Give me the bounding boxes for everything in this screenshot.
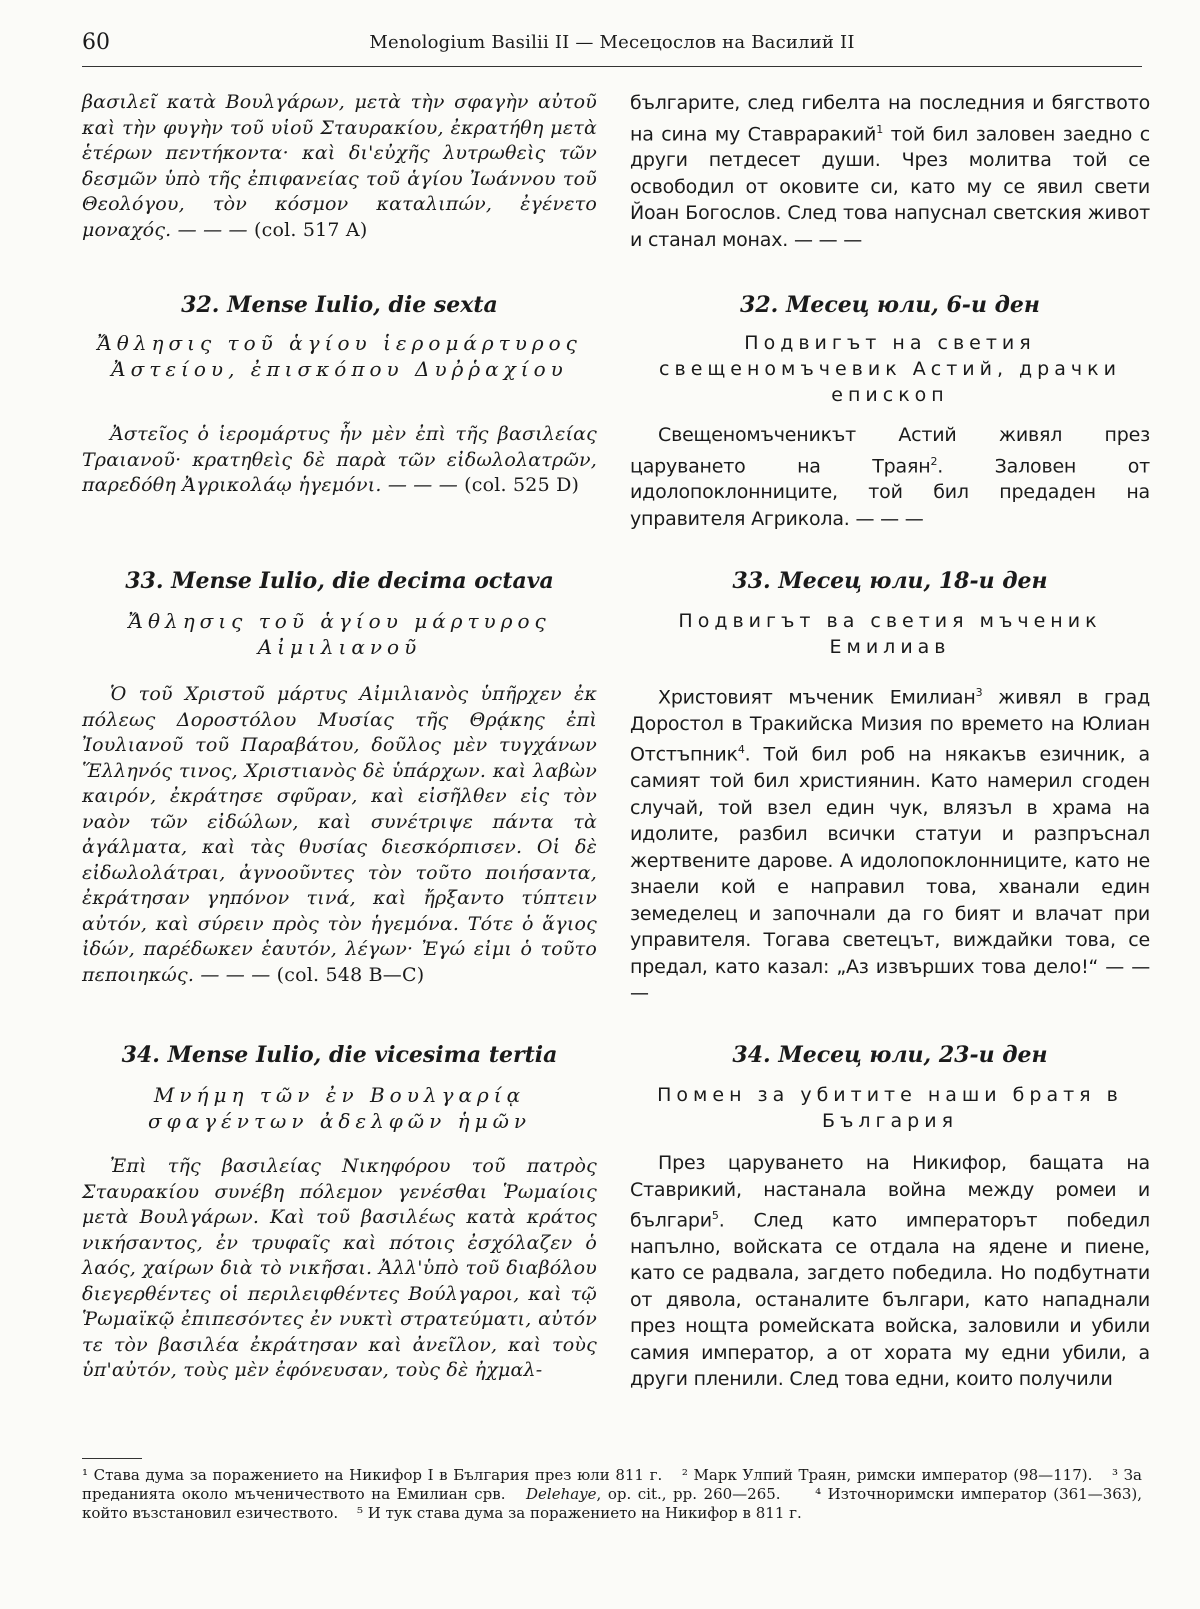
footnote-rule [82,1458,142,1459]
s32-subtitle-greek: Ἄθλησις τοῦ ἁγίου ἱερομάρτυρος Ἀστείου, ἐπισκόπου Δυῤῥαχίου [97,331,582,381]
page-number: 60 [82,30,110,55]
s33-subtitle-greek: Ἄθλησις τοῦ ἁγίου μάρτυρος Αἰμιλιανοῦ [128,609,551,659]
greek-column [82,90,597,243]
s34-greek-block [82,1042,597,1384]
s34-greek-text: Ἐπὶ τῆς βασιλείας Νικηφόρου τοῦ πατρὸς Σταυρακίου συνέβη πόλεμον γενέσθαι Ῥωμαίοις μετὰ Βουλγάρων. Καὶ τοῦ βασιλέως κατὰ κράτος νικήσαντος, ἐν τρυφαῖς καὶ πότοις ἐσχόλαζεν ὁ λαός, χαίρων διὰ τὸ νικῆσαι. Ἀλλ'ὑπὸ τοῦ διαβόλου διεγερθέντες οἱ περιλειφθέντες Βούλγαροι, καὶ τῷ Ῥωμαϊκῷ ἐπιπεσόντες ἐν νυκτὶ στρατεύματι, αὐτόν τε τὸν βασιλέα ἐκράτησαν καὶ ἀνεῖλον, καὶ τοὺς ὑπ'αὐτόν, τοὺς μὲν ἐφόνευσαν, τοὺς δὲ ἠχμαλ- [82,1155,597,1381]
s33-title-latin: 33. Mense Iulio, die decima octava [125,568,554,594]
s32-title-latin: 32. Mense Iulio, die sexta [181,292,498,318]
s32-subtitle-bg: Подвигът на светия свещеномъчевик Астий, драчки епископ [659,332,1121,406]
s34-title-bg: 34. Месец юли, 23-и ден [732,1042,1048,1068]
s33-bg-block [630,568,1150,1007]
s34-subtitle-greek: Μνήμη τῶν ἐν Βουλγαρίᾳ σφαγέντων ἀδελφῶν ἡμῶν [147,1083,532,1133]
s33-bg-text: Христовият мъченик Емилиан$^3$ живял в град Доростол в Тракийска Мизия по времето на Юлиан Отстъпник$^4$. Той бил роб на някакъв езичник, а самият той бил християнин. Като намерил сгоден случай, той взел един чук, влязъл в храма на идолите, разбил всички статуи и разпръснал жертвените дарове. А идолопоклонниците, като не знаели кой е направил това, хванали един земеделец и започнали да го бият и влачат при управителя. Тогава светецът, виждайки това, се предал, като казал: „Аз извърших това дело!“ — — — [630,686,1151,1005]
footnotes [82,1466,1142,1523]
intro-greek-text: βασιλεῖ κατὰ Βουλγάρων, μετὰ τὴν σφαγὴν αὐτοῦ καὶ τὴν φυγὴν τοῦ υἱοῦ Σταυρακίου, ἐκρατήθη μετὰ ἑτέρων πεντήκοντα· καὶ δι'εὐχῆς λυτρωθεὶς τῶν δεσμῶν ὑπὸ τῆς ἐπιφανείας τοῦ ἁγίου Ἰωάννου τοῦ Θεολόγου, τὸν κόσμον καταλιπών, ἐγένετο μοναχός. — — — (col. 517 A) [82,91,597,241]
running-title: Menologium Basilii II — Месецослов на Василий II [369,32,855,53]
s33-greek-ref: (col. 548 B—C) [276,963,425,986]
s33-greek-text: Ὁ τοῦ Χριστοῦ μάρτυς Αἰμιλιανὸς ὑπῆρχεν ἐκ πόλεως Δοροστόλου Μυσίας τῆς Θρᾴκης ἐπὶ Ἰουλιανοῦ τοῦ Παραβάτου, δοῦλος μὲν τυγχάνων Ἕλληνός τινος, Χριστιανὸς δὲ ὑπάρχων. καὶ λαβὼν καιρόν, ἐκράτησε σφῦραν, καὶ εἰσῆλθεν εἰς τὸν ναὸν τῶν εἰδώλων, καὶ συνέτριψε πάντα τὰ ἀγάλματα, καὶ τὰς θυσίας διεσκόρπισεν. Οἱ δὲ εἰδωλολάτραι, ἀγνοοῦντες τὸν τοῦτο ποιήσαντα, ἐκράτησαν γηπόνον τινά, καὶ ἤρξαντο τύπτειν αὐτόν, καὶ σύρειν πρὸς τὸν ἡγεμόνα. Τότε ὁ ἅγιος ἰδών, παρέδωκεν ἑαυτόν, λέγων· Ἐγώ εἰμι ὁ τοῦτο πεποιηκώς. — — — (col. 548 B—C) [82,683,597,986]
intro-bg-text: българите, след гибелта на последния и бягството на сина му Ставраракий$^1$ той бил заловен заедно с други петдесет души. Чрез молитва той се освободил от оковите си, като му се явил свети Йоан Богослов. След това напуснал светския живот и станал монах. — — — [630,92,1150,251]
intro-greek-ref: (col. 517 A) [253,218,368,241]
bulgarian-column [630,90,1150,253]
footnote-2: ² Марк Улпий Траян, римски император (98—117). [681,1466,1093,1484]
s34-bg-text: През царуването на Никифор, бащата на Ставрикий, настанала война между ромеи и българи$^5$. След като императорът победил напълно, войската се отдала на ядене и пиене, като се радвала, загдето победила. Но подбутнати от дявола, останалите българи, като нападнали през нощта ромейската войска, заловили и убили самия император, а от хората му едни убили, а други пленили. След това едни, които получили [630,1152,1150,1391]
footnote-3: ³ За преданията около мъченичеството на Емилиан срв. Delehaye, op. cit., pp. 260—265. [82,1466,1142,1503]
footnote-4: ⁴ Източноримски император (361—363), който възстановил езичеството. [82,1485,1142,1522]
s32-greek-text: Ἀστεῖος ὁ ἱερομάρτυς ἦν μὲν ἐπὶ τῆς βασιλείας Τραιανοῦ· κρατηθεὶς δὲ παρὰ τῶν εἰδωλολατρῶν, παρεδόθη Ἀγρικολάῳ ἡγεμόνι. — — — (col. 525 D) [82,423,597,496]
s32-title-bg: 32. Месец юли, 6-и ден [740,292,1040,318]
footnote-1: ¹ Става дума за поражението на Никифор I в България през юли 811 г. [82,1466,663,1484]
s34-subtitle-bg: Помен за убитите наши братя в България [657,1084,1123,1132]
s32-bg-block [630,292,1150,532]
page-header [82,26,1142,67]
footnote-5: ⁵ И тук става дума за поражението на Никифор в 811 г. [356,1504,802,1522]
s33-greek-block [82,568,597,988]
s34-title-latin: 34. Mense Iulio, die vicesima tertia [121,1042,558,1068]
s34-bg-block [630,1042,1150,1393]
s32-greek-block [82,292,597,499]
s33-title-bg: 33. Месец юли, 18-и ден [732,568,1048,594]
s32-bg-text: Свещеномъченикът Астий живял през царуването на Траян$^2$. Заловен от идолопоклонниците, той бил предаден на управителя Агрикола. — — — [630,424,1150,530]
s32-greek-ref: (col. 525 D) [464,474,580,496]
s33-subtitle-bg: Подвигът ва светия мъченик Емилиав [678,610,1102,658]
